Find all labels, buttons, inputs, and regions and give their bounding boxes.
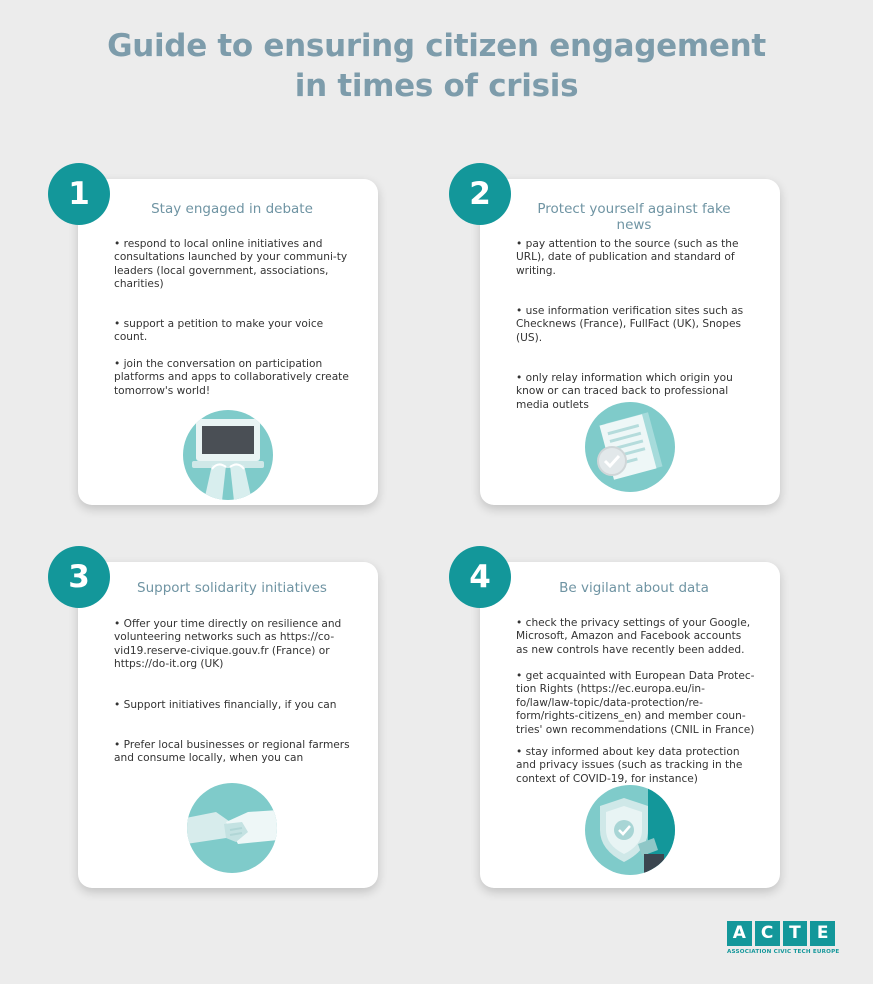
logo-letter: T (783, 921, 808, 946)
logo-letter: A (727, 921, 752, 946)
page-title-line-1: Guide to ensuring citizen engagement (107, 28, 766, 64)
logo-letter: C (755, 921, 780, 946)
card-bullet: • Support initiatives financially, if you can (114, 699, 337, 711)
card-bullet: • use information verification sites such as Checknews (France), FullFact (UK), Snopes (US). (516, 305, 744, 344)
card-bullet: • respond to local online initiatives and consultations launched by your communi-ty leaders (local government, associations, charities) (114, 238, 348, 291)
card-bullet: • pay attention to the source (such as the URL), date of publication and standard of writing. (516, 238, 739, 277)
acte-logo (727, 921, 840, 961)
card-solidarity (78, 562, 378, 888)
card-bullet: • join the conversation on participation platforms and apps to collaboratively create tomorrow's world! (114, 358, 349, 397)
card-bullet: • get acquainted with European Data Protec-tion Rights (https://ec.europa.eu/in-fo/law/law-topic/data-protection/re-form/rights-citizens_en) and member coun-tries' own recommendations (CNIL in France) (516, 670, 755, 736)
card-bullet: • support a petition to make your voice count. (114, 318, 324, 344)
logo-letter: E (810, 921, 835, 946)
card-stay-engaged (78, 179, 378, 505)
card-title: Stay engaged in debate (151, 201, 313, 217)
step-number-badge: 1 (48, 163, 110, 225)
card-title: Protect yourself against fake news (537, 201, 731, 233)
card-vigilant-data (480, 562, 780, 888)
card-bullet: • Offer your time directly on resilience and volunteering networks such as https://co-vid19.reserve-civique.gouv.fr (France) or https://do-it.org (UK) (114, 618, 342, 671)
step-number-badge: 3 (48, 546, 110, 608)
logo-subtitle: ASSOCIATION CIVIC TECH EUROPE (727, 949, 840, 955)
card-bullet: • check the privacy settings of your Google, Microsoft, Amazon and Facebook accounts as new controls have recently been added. (516, 617, 751, 656)
card-bullet: • only relay information which origin you know or can traced back to professional media outlets (516, 372, 733, 411)
card-title: Support solidarity initiatives (137, 580, 327, 596)
card-bullet: • Prefer local businesses or regional farmers and consume locally, when you can (114, 739, 350, 765)
page-title (0, 26, 873, 106)
card-bullet: • stay informed about key data protection and privacy issues (such as tracking in the context of COVID-19, for instance) (516, 746, 743, 785)
card-title: Be vigilant about data (559, 580, 709, 596)
handshake-icon (186, 782, 278, 874)
laptop-typing-icon (182, 409, 274, 501)
card-fake-news (480, 179, 780, 505)
newspaper-check-icon (584, 401, 676, 493)
step-number-badge: 4 (449, 546, 511, 608)
page-title-line-2: in times of crisis (294, 68, 579, 104)
shield-check-icon (584, 784, 676, 876)
step-number-badge: 2 (449, 163, 511, 225)
